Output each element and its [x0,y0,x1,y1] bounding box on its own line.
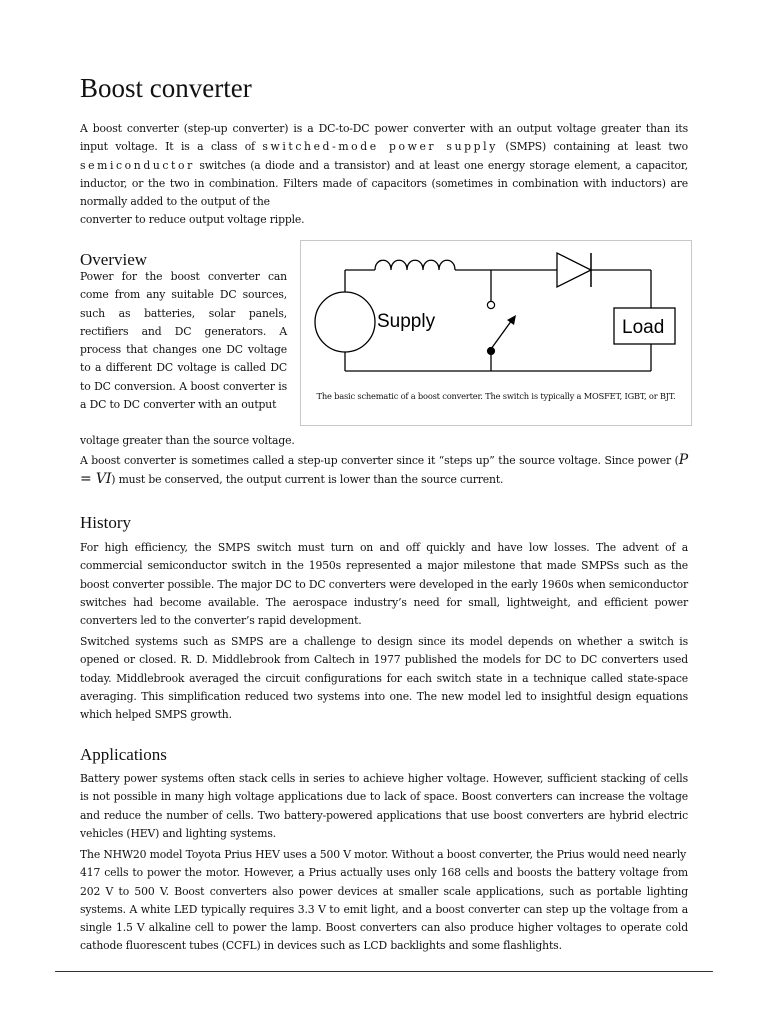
power-formula: P = VI [80,452,688,488]
intro-text-3: switches (a diode and a transistor) and at least one energy storage element, a capacitor, inductor, or the two in combination. Filters made of capacitors (sometimes in combination with inductors) are normally added to the output of the [80,158,688,209]
power-text-2: ) must be conserved, the output current is lower than the source current. [111,473,504,487]
history-paragraph-2: Switched systems such as SMPS are a challenge to design since its model depends on whether a switch is opened or closed. R. D. Middlebrook from Caltech in 1977 published the models for DC to DC converters used today. Middlebrook averaged the circuit configurations for each switch state in a technique called state-space averaging. This simplification reduced two systems into one. The new model led to insightful design equations which helped SMPS growth. [80,635,688,722]
smps-term: switched-mode power supply [262,140,498,154]
switch-icon [487,301,516,354]
overview-line: voltage greater than the source voltage. [80,434,295,447]
supply-source-icon [315,292,375,352]
history-heading: History [80,513,131,532]
power-text-1: A boost converter is sometimes called a step-up converter since it “steps up” the source voltage. Since power ( [80,454,679,467]
history-paragraph-1: For high efficiency, the SMPS switch must turn on and off quickly and have low losses. The advent of a commercial semiconductor switch in the 1950s represented a major milestone that made SMPSs such as the boost converter possible. The major DC to DC converters were developed in the early 1960s when semiconductor switches had become available. The aerospace industry’s need for small, lightweight, and efficient power converters led to the converter’s rapid development. [80,541,688,628]
intro-text-4: converter to reduce output voltage ripple. [80,213,305,227]
supply-label: Supply [377,311,436,332]
semiconductor-term: semiconductor [80,158,195,172]
applications-text-2b: 417 cells to power the motor. However, a Prius actually uses only 168 cells and boosts the battery voltage from 202 V to 500 V. Boost converters also power devices at smaller scale applications, such as portable lighting systems. A white LED typically requires 3.3 V to emit light, and a boost converter can step up the voltage from a single 1.5 V alkaline cell to power the lamp. Boost converters can also produce higher voltages to operate cold cathode fluorescent tubes (CCFL) in devices such as LCD backlights and some flashlights. [80,866,688,953]
load-label: Load [622,317,665,338]
intro-text-1: A boost converter (step-up converter) is a DC-to-DC power converter with an output voltage greater than its input voltage. It is a class of [80,122,688,154]
applications-paragraph-1: Battery power systems often stack cells in series to achieve higher voltage. However, sufficient stacking of cells is not possible in many high voltage applications due to lack of space. Boost converters can increase the voltage and reduce the number of cells. Two battery-powered applications that use boost converters are hybrid electric vehicles (HEV) and lighting systems. [80,772,688,840]
boost-converter-figure [300,240,692,426]
intro-text-2: (SMPS) containing at least two [497,140,688,154]
page-title: Boost converter [80,73,252,103]
figure-caption: The basic schematic of a boost converter. The switch is typically a MOSFET, IGBT, or BJT. [316,391,676,401]
applications-heading: Applications [80,745,167,764]
power-paragraph [80,451,688,490]
overview-heading: Overview [80,250,148,269]
diode-icon [557,253,591,287]
applications-text-2a: The NHW20 model Toyota Prius HEV uses a 500 V motor. Without a boost converter, the Prius would need nearly [80,848,687,861]
intro-paragraph [80,120,688,230]
overview-column-text: Power for the boost converter can come from any suitable DC sources, such as batteries, solar panels, rectifiers and DC generators. A process that changes one DC voltage to a different DC voltage is called DC to DC conversion. A boost converter is a DC to DC converter with an output [80,270,287,412]
applications-paragraph-2 [80,846,688,956]
footer-rule [55,971,713,972]
